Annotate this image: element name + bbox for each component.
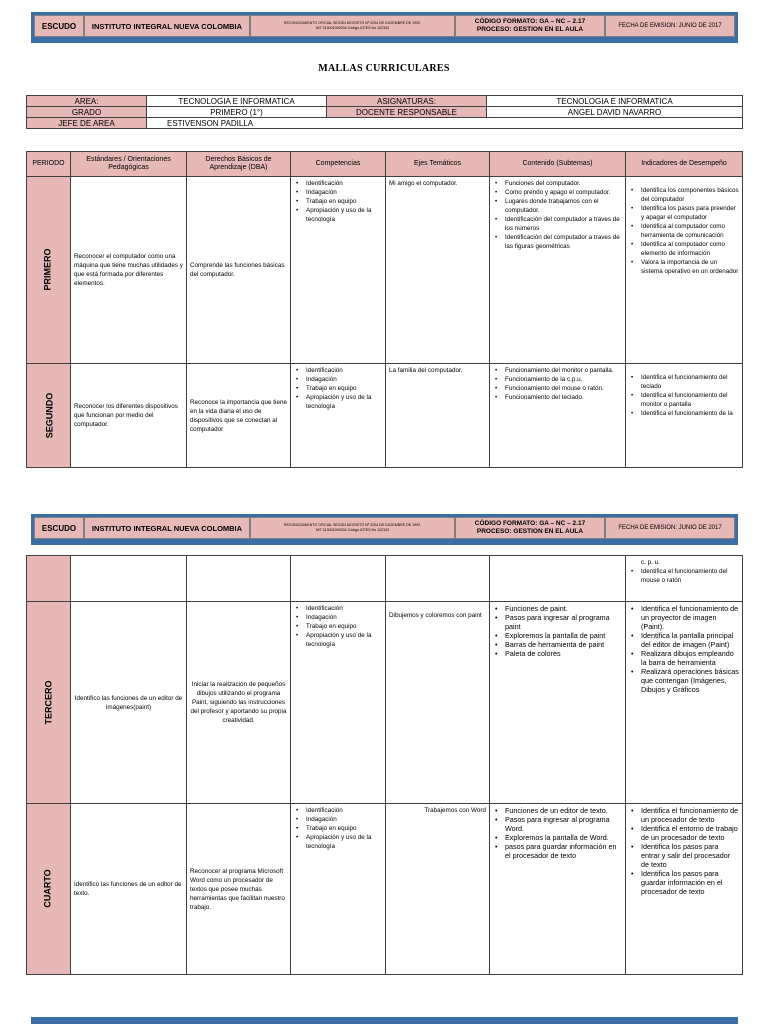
list-item: • Apropiación y uso de la tecnología (294, 393, 382, 411)
competencies-cell (291, 177, 386, 364)
list-item: • Pasos para ingresar al programa paint (493, 613, 622, 631)
list-item: • Apropiación y uso de la tecnología (294, 631, 382, 649)
dba-cell: Reconocer al programa Microsoft Word como un procesador de textos que posee muchas herramientas que facilitan nuestro trabajo. (187, 804, 291, 975)
col-indicators: Indicadores de Desempeño (626, 152, 743, 177)
competencies-cell (291, 556, 386, 602)
indicators-cell (626, 804, 743, 975)
recognition-cell (250, 517, 455, 539)
list-item: • Barras de herramienta de paint (493, 640, 622, 649)
list-item: • Identifica el funcionamiento del mouse o ratón (629, 567, 739, 585)
theme-cell: Dibujemos y coloremos con paint (386, 602, 490, 804)
list-item: • Identifica el funcionamiento de la (629, 409, 739, 418)
period-label: TERCERO (27, 602, 71, 804)
col-themes: Ejes Temáticos (386, 152, 490, 177)
subjects-value: TECNOLOGIA E INFORMATICA (487, 96, 743, 107)
page-header (31, 12, 738, 43)
list-item: • Identificación (294, 604, 382, 613)
institute-name: INSTITUTO INTEGRAL NUEVA COLOMBIA (84, 517, 250, 539)
list-item: • Identifica los pasos para guardar información en el procesador de texto (629, 869, 739, 896)
next-page-header-strip (31, 1017, 738, 1024)
list-item: • Pasos para ingresar al programa Word. (493, 815, 622, 833)
list-item: • Identifica los pasos para preender y apagar el computador (629, 204, 739, 222)
period-label (27, 556, 71, 602)
list-item: • Funcionamiento del teclado. (493, 393, 622, 402)
emission-date: FECHA DE EMISION: JUNIO DE 2017 (605, 517, 735, 539)
period-label: PRIMERO (27, 177, 71, 364)
format-cell (455, 517, 605, 539)
table-row (27, 556, 743, 602)
col-dba: Derechos Básicos de Aprendizaje (DBA) (187, 152, 291, 177)
format-cell (455, 15, 605, 37)
standard-cell (71, 556, 187, 602)
list-item: • Identifica el funcionamiento de un proyector de imagen (Paint). (629, 604, 739, 631)
standard-cell: Reconocer el computador como una máquina que tiene muchas utilidades y que está formada por diferentes elementos. (71, 177, 187, 364)
content-cell (490, 804, 626, 975)
col-standards: Estándares / Orientaciones Pedagógicas (71, 152, 187, 177)
list-item: • Identificación (294, 806, 382, 815)
list-item: • Exploremos la pantalla de Word. (493, 833, 622, 842)
dba-cell (187, 556, 291, 602)
table-row (27, 177, 743, 364)
list-item: • Lugares donde trabajamos con el computador. (493, 197, 622, 215)
escudo-cell: ESCUDO (34, 15, 84, 37)
info-table (26, 95, 743, 129)
dba-cell: Comprende las funciones básicas del computador. (187, 177, 291, 364)
indicator-continuation: c. p. u. (641, 559, 660, 566)
list-item: • Funcionamiento del monitor o pantalla. (493, 366, 622, 375)
grade-value: PRIMERO (1°) (147, 107, 327, 118)
list-item: • Trabajo en equipo (294, 197, 382, 206)
subjects-label: ASIGNATURAS: (327, 96, 487, 107)
list-item: • Funciones de un editor de texto. (493, 806, 622, 815)
list-item: • Identificación del computador a traves de las figuras geométricas (493, 233, 622, 251)
list-item: • Valora la importancia de un sistema operativo en un ordenador (629, 258, 739, 276)
indicators-cell (626, 177, 743, 364)
table-row (27, 602, 743, 804)
list-item: • Trabajo en equipo (294, 824, 382, 833)
grade-label: GRADO (27, 107, 147, 118)
table-row (27, 364, 743, 468)
theme-cell: Trabajemos con Word (386, 804, 490, 975)
area-value: TECNOLOGIA E INFORMATICA (147, 96, 327, 107)
list-item: • Funciones del computador. (493, 179, 622, 188)
list-item: • Identificación del computador a traves de los números (493, 215, 622, 233)
area-label: AREA: (27, 96, 147, 107)
list-item: • Identificación (294, 179, 382, 188)
col-period: PERIODO (27, 152, 71, 177)
list-item: • Trabajo en equipo (294, 622, 382, 631)
recognition-line-2: NIT 313001009204 Código ICFES No 102343 (315, 528, 390, 532)
dba-cell: Iniciar la realización de pequeños dibujos utilizando el programa Paint, siguiendo las instrucciones del profesor y aportando su propia creatividad. (187, 602, 291, 804)
standard-cell: Identifico las funciones de un editor de texto. (71, 804, 187, 975)
theme-cell (386, 556, 490, 602)
head-label: JEFE DE AREA (27, 118, 147, 129)
standard-cell: Reconocer los diferentes dispositivos que funcionan por medio del computador. (71, 364, 187, 468)
list-item: • Indagación (294, 188, 382, 197)
list-item: • Exploremos la pantalla de paint (493, 631, 622, 640)
content-cell (490, 602, 626, 804)
theme-cell: La familia del computador. (386, 364, 490, 468)
list-item: • Funciones de paint. (493, 604, 622, 613)
page-header (31, 514, 738, 545)
list-item: • Indagación (294, 815, 382, 824)
list-item: • Indagación (294, 375, 382, 384)
standard-cell: Identifico las funciones de un editor de imágenes(paint) (71, 602, 187, 804)
period-label: CUARTO (27, 804, 71, 975)
list-item: • Apropiación y uso de la tecnología (294, 206, 382, 224)
list-item: • Funcionamiento de la c.p.u. (493, 375, 622, 384)
list-item: • Identifica el funcionamiento de un procesador de texto (629, 806, 739, 824)
competencies-cell (291, 804, 386, 975)
format-code: CÓDIGO FORMATO: GA – NC – 2.17 (474, 18, 586, 25)
list-item: • Identifica los componentes básicos del computador (629, 186, 739, 204)
list-item: • Identificación (294, 366, 382, 375)
process-label: PROCESO: GESTION EN EL AULA (476, 528, 584, 535)
recognition-line-2: NIT 313001009204 Código ICFES No 102343 (315, 26, 390, 30)
list-item: • Identifica al computador como elemento de información (629, 240, 739, 258)
format-code: CÓDIGO FORMATO: GA – NC – 2.17 (474, 520, 586, 527)
institute-name: INSTITUTO INTEGRAL NUEVA COLOMBIA (84, 15, 250, 37)
curriculum-table-1 (26, 151, 743, 468)
list-item: • Identifica el funcionamiento del monitor o pantalla (629, 391, 739, 409)
teacher-value: ANGEL DAVID NAVARRO (487, 107, 743, 118)
table-row (27, 804, 743, 975)
period-label: SEGUNDO (27, 364, 71, 468)
list-item: • pasos para guardar información en el procesador de texto (493, 842, 622, 860)
list-item: • Paleta de colores (493, 649, 622, 658)
emission-date: FECHA DE EMISION: JUNIO DE 2017 (605, 15, 735, 37)
list-item: • Funcionamiento del mouse o ratón. (493, 384, 622, 393)
content-cell (490, 364, 626, 468)
escudo-cell: ESCUDO (34, 517, 84, 539)
col-content: Contenido (Subtemas) (490, 152, 626, 177)
document-title: MALLAS CURRICULARES (318, 63, 450, 74)
list-item: • Trabajo en equipo (294, 384, 382, 393)
col-competencies: Competencias (291, 152, 386, 177)
list-item: • Indagación (294, 613, 382, 622)
recognition-cell (250, 15, 455, 37)
list-item: • Realizará operaciones básicas que contengan (Imágenes, Dibujos y Gráficos (629, 667, 739, 694)
curriculum-table-2 (26, 555, 743, 975)
indicators-cell (626, 364, 743, 468)
list-item: • Identifica los pasos para entrar y salir del procesador de texto (629, 842, 739, 869)
indicators-cell (626, 602, 743, 804)
list-item: • Identifica la pantalla principal del editor de imagen (Paint) (629, 631, 739, 649)
list-item: • Como prendo y apago el computador. (493, 188, 622, 197)
list-item: • Realizara dibujos empleando la barra de herramienta (629, 649, 739, 667)
indicators-cell (626, 556, 743, 602)
list-item: • Identifica al computador como herramienta de comunicación (629, 222, 739, 240)
list-item: • Apropiación y uso de la tecnología (294, 833, 382, 851)
process-label: PROCESO: GESTION EN EL AULA (476, 26, 584, 33)
theme-cell: Mi amigo el computador. (386, 177, 490, 364)
dba-cell: Reconoce la importancia que tiene en la vida diaria el uso de dispositivos que se conectan al computador (187, 364, 291, 468)
recognition-line-1: RECONOCIMIENTO OFICIAL SEGÚN DECRETO Nº 2204 DE DICIEMBRE DE 1992. (283, 21, 422, 25)
list-item: • Identifica el entorno de trabajo de un procesador de texto (629, 824, 739, 842)
competencies-cell (291, 602, 386, 804)
list-item: • Identifica el funcionamiento del teclado (629, 373, 739, 391)
content-cell (490, 556, 626, 602)
head-value: ESTIVENSON PADILLA (147, 118, 743, 129)
content-cell (490, 177, 626, 364)
competencies-cell (291, 364, 386, 468)
teacher-label: DOCENTE RESPONSABLE (327, 107, 487, 118)
recognition-line-1: RECONOCIMIENTO OFICIAL SEGÚN DECRETO Nº 2204 DE DICIEMBRE DE 1992. (283, 523, 422, 527)
